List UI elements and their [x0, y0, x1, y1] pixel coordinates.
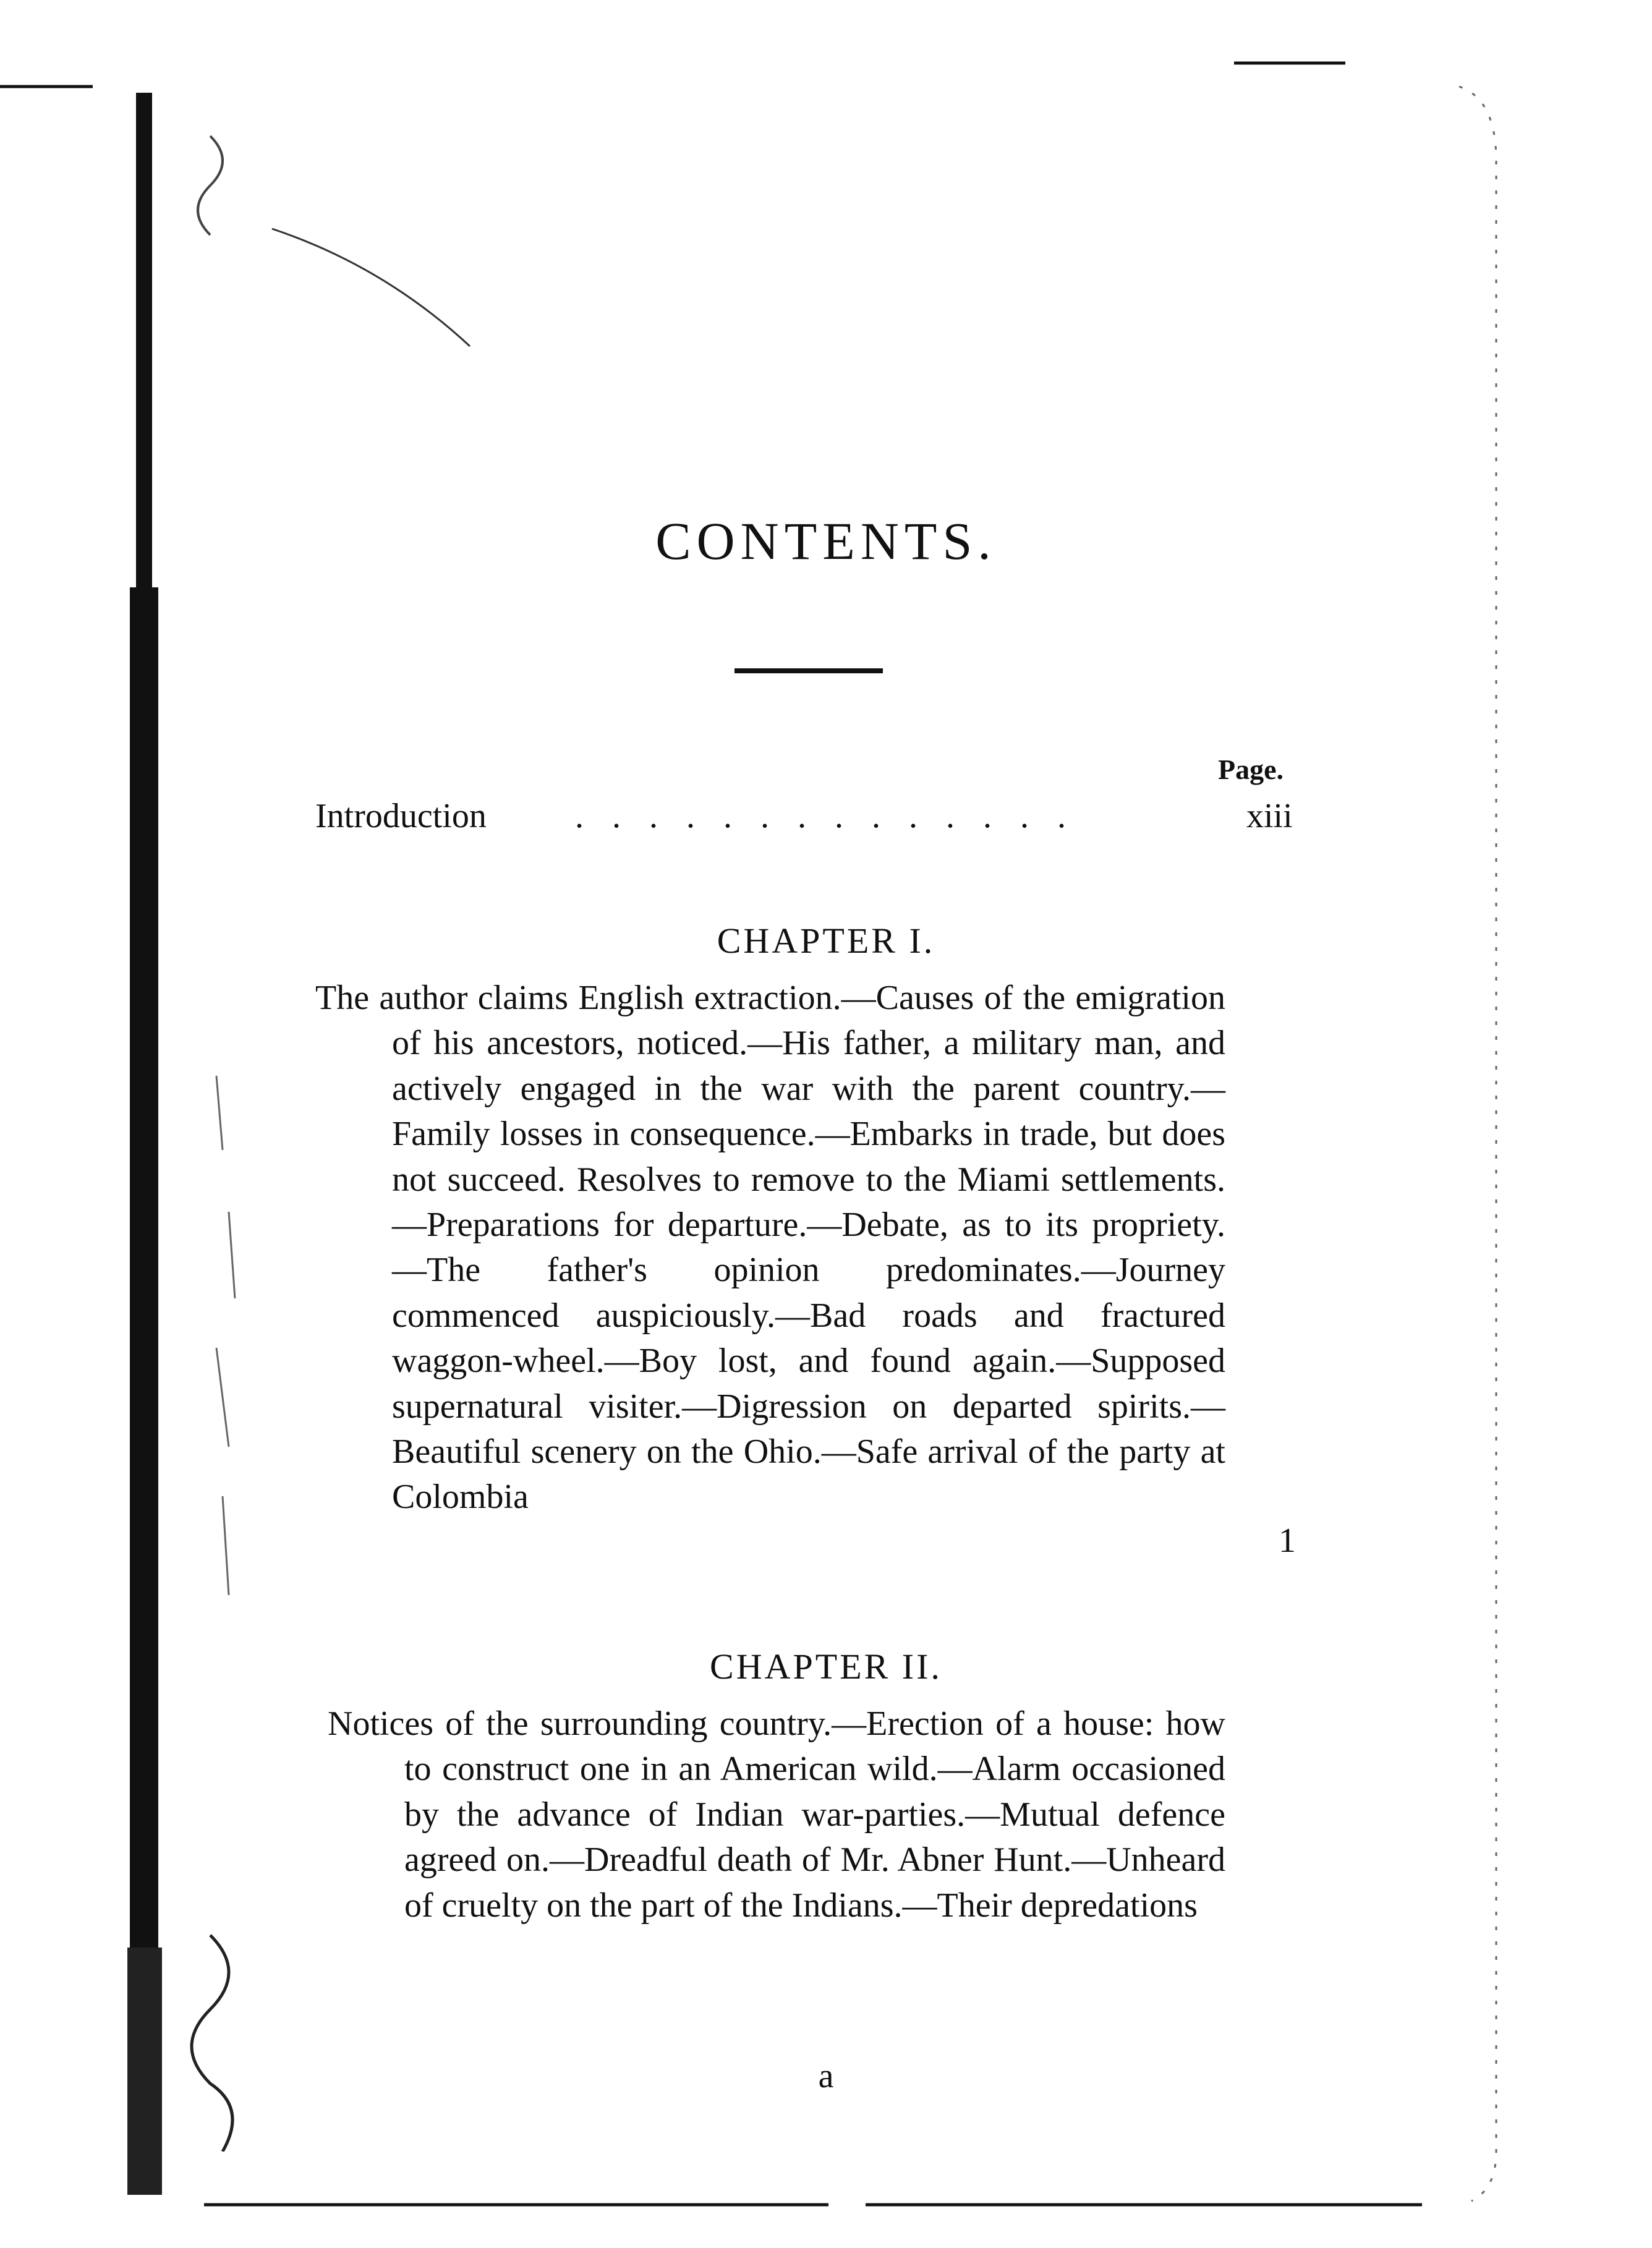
signature-mark: a [818, 2057, 834, 2095]
chapter-1-summary: The author claims English extraction.—Causes of the emigration of his ancestors, noticed.—His father, a military man, and actively engaged in the war with the parent country.—Family losses in consequence.—Embarks in trade, but does not succeed. Resolves to remove to the Miami settlements.—Preparations for departure.—Debate, as to its propriety.—The father's opinion predominates.—Journey commenced auspiciously.—Bad roads and fractured waggon-wheel.—Boy lost, and found again.—Supposed supernatural visiter.—Digression on departed spirits.—Beautiful scenery on the Ohio.—Safe arrival of the party at Colombia [315, 979, 1225, 1517]
chapter-1-heading: CHAPTER I. [717, 921, 935, 961]
introduction-page-number: xiii [1246, 797, 1293, 835]
chapter-2-summary: Notices of the surrounding country.—Erection of a house: how to construct one in an American wild.—Alarm occasioned by the advance of Indian war-parties.—Mutual defence agreed on.—Dreadful death of Mr. Abner Hunt.—Unheard of cruelty on the part of the Indians.—Their depredations [328, 1705, 1225, 1925]
binding-spine [127, 93, 162, 2195]
introduction-label: Introduction [315, 797, 487, 835]
page-column-label: Page. [1218, 754, 1284, 785]
introduction-leader-dots: . . . . . . . . . . . . . . [575, 797, 1076, 835]
title-rule [734, 668, 883, 673]
page-title: CONTENTS. [655, 511, 997, 571]
handwritten-shelfmark [173, 111, 272, 2152]
chapter-2-heading: CHAPTER II. [710, 1646, 942, 1687]
chapter-1-page-number: 1 [1279, 1522, 1296, 1560]
